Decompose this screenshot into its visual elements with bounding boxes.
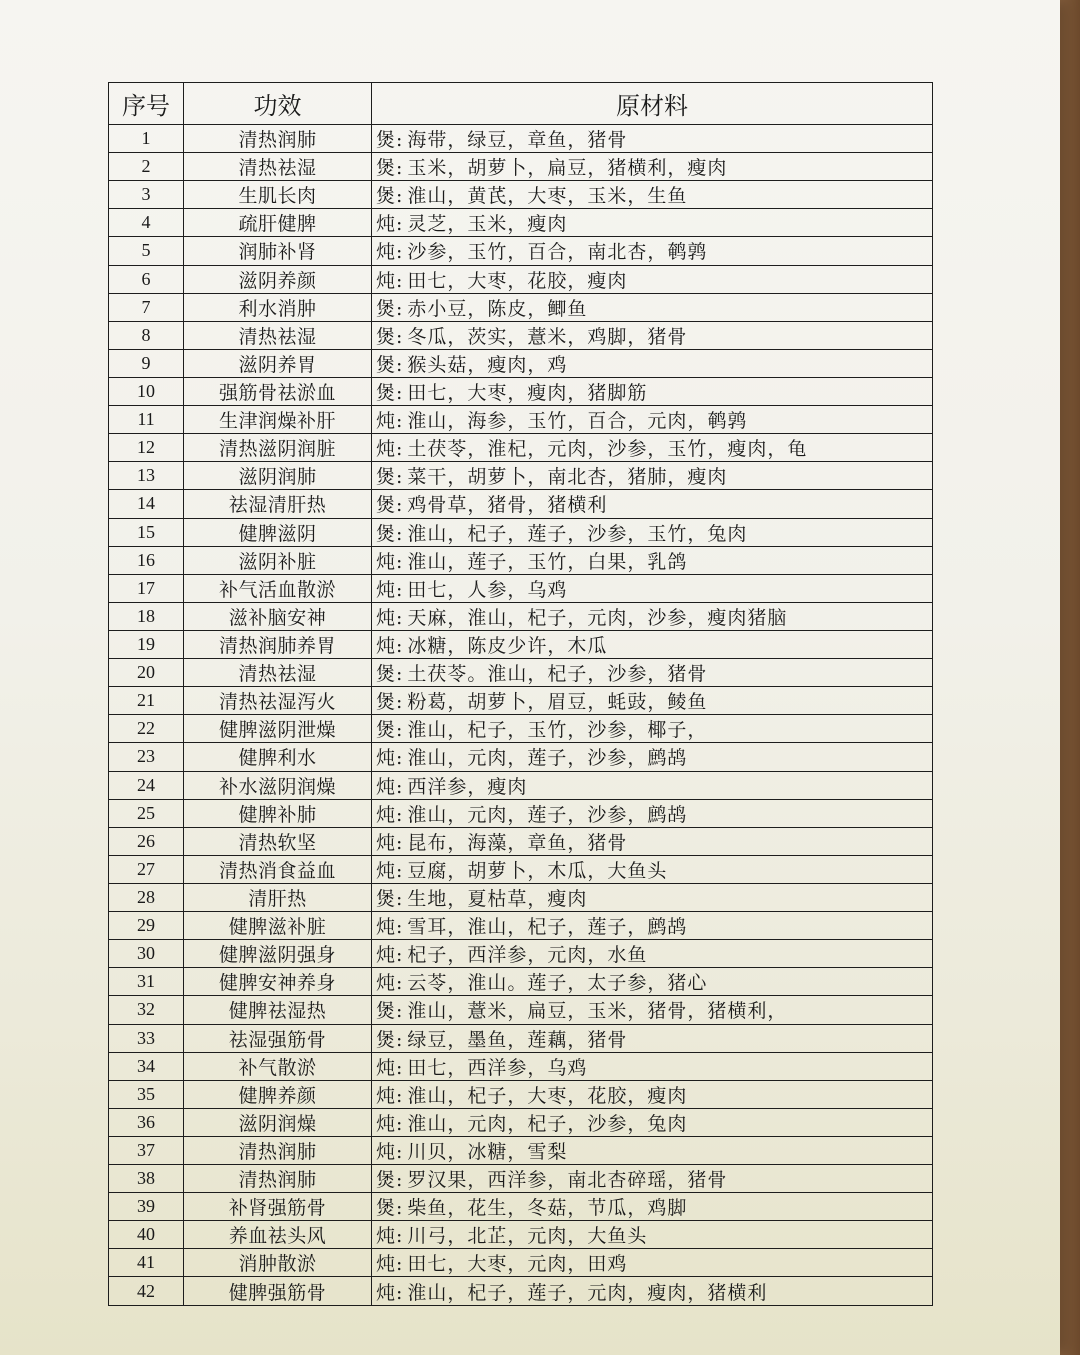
row-effect: 清热祛湿 bbox=[184, 659, 372, 687]
row-effect: 滋阴养胃 bbox=[184, 349, 372, 377]
row-number: 19 bbox=[109, 630, 184, 658]
row-materials-cell bbox=[372, 1249, 933, 1277]
row-number: 1 bbox=[109, 125, 184, 153]
row-effect: 清热祛湿泻火 bbox=[184, 687, 372, 715]
row-number: 27 bbox=[109, 855, 184, 883]
table-row bbox=[109, 799, 933, 827]
row-number: 37 bbox=[109, 1136, 184, 1164]
table-row bbox=[109, 1249, 933, 1277]
row-cooking-method: 煲: bbox=[376, 1028, 404, 1051]
table-row bbox=[109, 630, 933, 658]
row-materials-cell bbox=[372, 1080, 933, 1108]
row-effect: 健脾安神养身 bbox=[184, 968, 372, 996]
row-materials-cell bbox=[372, 771, 933, 799]
row-number: 11 bbox=[109, 406, 184, 434]
row-cooking-method: 炖: bbox=[376, 410, 404, 433]
row-materials: 猴头菇，瘦肉，鸡 bbox=[407, 353, 568, 376]
row-effect: 润肺补肾 bbox=[184, 237, 372, 265]
row-cooking-method: 炖: bbox=[376, 241, 404, 264]
row-materials: 云苓，淮山。莲子，太子参，猪心 bbox=[407, 972, 708, 995]
row-cooking-method: 炖: bbox=[376, 635, 404, 658]
row-materials: 玉米，胡萝卜，扁豆，猪横利，瘦肉 bbox=[407, 157, 728, 180]
row-materials: 菜干，胡萝卜，南北杏，猪肺，瘦肉 bbox=[407, 466, 728, 489]
row-materials: 田七，西洋参，乌鸡 bbox=[407, 1056, 588, 1079]
row-materials: 沙参，玉竹，百合，南北杏，鹌鹑 bbox=[407, 241, 708, 264]
row-number: 20 bbox=[109, 659, 184, 687]
row-number: 15 bbox=[109, 518, 184, 546]
row-materials-cell bbox=[372, 546, 933, 574]
row-number: 5 bbox=[109, 237, 184, 265]
row-number: 29 bbox=[109, 912, 184, 940]
row-materials: 田七，大枣，瘦肉，猪脚筋 bbox=[407, 382, 648, 405]
row-materials: 川弓，北芷，元肉，大鱼头 bbox=[407, 1225, 648, 1248]
table-row bbox=[109, 743, 933, 771]
table-row bbox=[109, 659, 933, 687]
row-cooking-method: 炖: bbox=[376, 1112, 404, 1135]
row-effect: 滋阴补脏 bbox=[184, 546, 372, 574]
row-number: 14 bbox=[109, 490, 184, 518]
row-number: 26 bbox=[109, 827, 184, 855]
table-row bbox=[109, 377, 933, 405]
row-materials: 淮山，薏米，扁豆，玉米，猪骨，猪横利， bbox=[407, 1000, 788, 1023]
row-cooking-method: 煲: bbox=[376, 494, 404, 517]
row-materials-cell bbox=[372, 715, 933, 743]
row-number: 12 bbox=[109, 434, 184, 462]
row-cooking-method: 炖: bbox=[376, 944, 404, 967]
row-materials: 柴鱼，花生，冬菇，节瓜，鸡脚 bbox=[407, 1197, 688, 1220]
row-materials-cell bbox=[372, 1277, 933, 1306]
row-materials-cell bbox=[372, 855, 933, 883]
row-effect: 生肌长肉 bbox=[184, 181, 372, 209]
row-cooking-method: 煲: bbox=[376, 129, 404, 152]
row-effect: 清热润肺养胃 bbox=[184, 630, 372, 658]
row-materials-cell bbox=[372, 293, 933, 321]
row-materials: 田七，人参，乌鸡 bbox=[407, 578, 568, 601]
row-materials-cell bbox=[372, 1052, 933, 1080]
row-materials-cell bbox=[372, 1108, 933, 1136]
row-materials-cell bbox=[372, 630, 933, 658]
row-cooking-method: 煲: bbox=[376, 1000, 404, 1023]
row-number: 23 bbox=[109, 743, 184, 771]
table-row bbox=[109, 940, 933, 968]
row-materials: 土茯苓。淮山，杞子，沙参，猪骨 bbox=[407, 663, 708, 686]
row-materials-cell bbox=[372, 743, 933, 771]
row-number: 16 bbox=[109, 546, 184, 574]
row-materials: 冬瓜，茨实，薏米，鸡脚，猪骨 bbox=[407, 325, 688, 348]
row-effect: 补肾强筋骨 bbox=[184, 1193, 372, 1221]
row-number: 40 bbox=[109, 1221, 184, 1249]
row-materials-cell bbox=[372, 434, 933, 462]
row-effect: 滋阴润燥 bbox=[184, 1108, 372, 1136]
table-row bbox=[109, 771, 933, 799]
row-materials-cell bbox=[372, 602, 933, 630]
row-cooking-method: 煲: bbox=[376, 325, 404, 348]
row-materials: 土茯苓，淮杞，元肉，沙参，玉竹，瘦肉，龟 bbox=[407, 438, 808, 461]
row-materials: 昆布，海藻，章鱼，猪骨 bbox=[407, 831, 628, 854]
table-row bbox=[109, 462, 933, 490]
row-number: 38 bbox=[109, 1165, 184, 1193]
row-cooking-method: 煲: bbox=[376, 522, 404, 545]
table-row bbox=[109, 1136, 933, 1164]
row-materials: 杞子，西洋参，元肉，水鱼 bbox=[407, 944, 648, 967]
table-row bbox=[109, 237, 933, 265]
row-effect: 疏肝健脾 bbox=[184, 209, 372, 237]
row-cooking-method: 炖: bbox=[376, 606, 404, 629]
row-materials: 淮山，莲子，玉竹，白果，乳鸽 bbox=[407, 550, 688, 573]
row-effect: 清肝热 bbox=[184, 883, 372, 911]
row-cooking-method: 炖: bbox=[376, 1084, 404, 1107]
row-effect: 清热祛湿 bbox=[184, 321, 372, 349]
row-materials: 淮山，杞子，玉竹，沙参，椰子， bbox=[407, 719, 708, 742]
row-cooking-method: 炖: bbox=[376, 550, 404, 573]
row-cooking-method: 炖: bbox=[376, 972, 404, 995]
row-materials-cell bbox=[372, 265, 933, 293]
row-effect: 健脾滋阴强身 bbox=[184, 940, 372, 968]
row-number: 41 bbox=[109, 1249, 184, 1277]
row-materials: 绿豆，墨鱼，莲藕，猪骨 bbox=[407, 1028, 628, 1051]
row-cooking-method: 煲: bbox=[376, 382, 404, 405]
row-cooking-method: 煲: bbox=[376, 719, 404, 742]
row-effect: 清热软坚 bbox=[184, 827, 372, 855]
table-row bbox=[109, 209, 933, 237]
row-cooking-method: 煲: bbox=[376, 157, 404, 180]
row-effect: 健脾养颜 bbox=[184, 1080, 372, 1108]
row-materials-cell bbox=[372, 968, 933, 996]
row-number: 9 bbox=[109, 349, 184, 377]
table-row bbox=[109, 518, 933, 546]
table-body bbox=[109, 125, 933, 1306]
table-row bbox=[109, 1193, 933, 1221]
table-row bbox=[109, 715, 933, 743]
table-row bbox=[109, 968, 933, 996]
row-materials: 淮山，元肉，杞子，沙参，兔肉 bbox=[407, 1112, 688, 1135]
table-row bbox=[109, 181, 933, 209]
row-cooking-method: 煲: bbox=[376, 691, 404, 714]
row-number: 35 bbox=[109, 1080, 184, 1108]
table-row bbox=[109, 293, 933, 321]
row-number: 31 bbox=[109, 968, 184, 996]
table-row bbox=[109, 687, 933, 715]
row-number: 39 bbox=[109, 1193, 184, 1221]
row-cooking-method: 炖: bbox=[376, 775, 404, 798]
row-materials: 生地，夏枯草，瘦肉 bbox=[407, 888, 588, 910]
table-row bbox=[109, 996, 933, 1024]
table-row bbox=[109, 883, 933, 911]
table-row bbox=[109, 153, 933, 181]
row-cooking-method: 炖: bbox=[376, 269, 404, 292]
row-effect: 健脾祛湿热 bbox=[184, 996, 372, 1024]
table-row bbox=[109, 1277, 933, 1306]
row-effect: 清热消食益血 bbox=[184, 855, 372, 883]
row-effect: 补气散淤 bbox=[184, 1052, 372, 1080]
row-effect: 补气活血散淤 bbox=[184, 574, 372, 602]
row-effect: 祛湿强筋骨 bbox=[184, 1024, 372, 1052]
row-materials-cell bbox=[372, 377, 933, 405]
row-materials: 淮山，黄芪，大枣，玉米，生鱼 bbox=[407, 185, 688, 208]
row-number: 42 bbox=[109, 1277, 184, 1306]
row-effect: 健脾利水 bbox=[184, 743, 372, 771]
table-row bbox=[109, 1165, 933, 1193]
row-materials: 冰糖，陈皮少许，木瓜 bbox=[407, 635, 608, 658]
row-materials-cell bbox=[372, 181, 933, 209]
table-row bbox=[109, 602, 933, 630]
header-no: 序号 bbox=[109, 83, 184, 125]
row-effect: 清热润肺 bbox=[184, 1136, 372, 1164]
row-effect: 健脾滋阴泄燥 bbox=[184, 715, 372, 743]
row-materials-cell bbox=[372, 349, 933, 377]
row-effect: 健脾强筋骨 bbox=[184, 1277, 372, 1306]
header-materials: 原材料 bbox=[372, 83, 933, 125]
row-materials: 雪耳，淮山，杞子，莲子，鹧鸪 bbox=[407, 916, 688, 939]
table-row bbox=[109, 490, 933, 518]
row-number: 7 bbox=[109, 293, 184, 321]
row-materials-cell bbox=[372, 799, 933, 827]
row-materials-cell bbox=[372, 687, 933, 715]
row-materials: 西洋参，瘦肉 bbox=[407, 775, 528, 798]
row-cooking-method: 炖: bbox=[376, 747, 404, 770]
row-number: 36 bbox=[109, 1108, 184, 1136]
row-materials-cell bbox=[372, 406, 933, 434]
row-materials: 赤小豆，陈皮，鲫鱼 bbox=[407, 297, 588, 320]
row-effect: 祛湿清肝热 bbox=[184, 490, 372, 518]
row-number: 34 bbox=[109, 1052, 184, 1080]
row-cooking-method: 炖: bbox=[376, 859, 404, 882]
row-effect: 健脾滋阴 bbox=[184, 518, 372, 546]
row-materials-cell bbox=[372, 490, 933, 518]
row-materials-cell bbox=[372, 996, 933, 1024]
row-materials: 淮山，杞子，莲子，沙参，玉竹，兔肉 bbox=[407, 522, 748, 545]
row-cooking-method: 炖: bbox=[376, 916, 404, 939]
row-materials: 海带，绿豆，章鱼，猪骨 bbox=[407, 129, 628, 152]
row-number: 17 bbox=[109, 574, 184, 602]
row-cooking-method: 炖: bbox=[376, 1281, 404, 1304]
row-materials-cell bbox=[372, 1165, 933, 1193]
row-materials-cell bbox=[372, 1024, 933, 1052]
row-materials-cell bbox=[372, 321, 933, 349]
table-row bbox=[109, 1080, 933, 1108]
table-row bbox=[109, 1108, 933, 1136]
row-cooking-method: 炖: bbox=[376, 1253, 404, 1276]
table-row bbox=[109, 265, 933, 293]
row-number: 4 bbox=[109, 209, 184, 237]
row-cooking-method: 煲: bbox=[376, 353, 404, 376]
row-cooking-method: 炖: bbox=[376, 1225, 404, 1248]
table-row bbox=[109, 1024, 933, 1052]
row-materials: 粉葛，胡萝卜，眉豆，蚝豉，鲮鱼 bbox=[407, 691, 708, 714]
row-effect: 利水消肿 bbox=[184, 293, 372, 321]
row-cooking-method: 炖: bbox=[376, 831, 404, 854]
table-row bbox=[109, 125, 933, 153]
row-cooking-method: 煲: bbox=[376, 888, 404, 910]
row-number: 18 bbox=[109, 602, 184, 630]
row-effect: 强筋骨祛淤血 bbox=[184, 377, 372, 405]
table-row bbox=[109, 546, 933, 574]
row-effect: 养血祛头风 bbox=[184, 1221, 372, 1249]
row-cooking-method: 炖: bbox=[376, 803, 404, 826]
row-cooking-method: 炖: bbox=[376, 438, 404, 461]
row-materials-cell bbox=[372, 209, 933, 237]
soup-recipe-table bbox=[108, 82, 933, 1306]
row-number: 32 bbox=[109, 996, 184, 1024]
soup-recipe-table-wrapper bbox=[108, 82, 932, 1306]
row-cooking-method: 炖: bbox=[376, 1056, 404, 1079]
row-materials: 鸡骨草，猪骨，猪横利 bbox=[407, 494, 608, 517]
row-materials-cell bbox=[372, 659, 933, 687]
row-effect: 清热滋阴润脏 bbox=[184, 434, 372, 462]
row-number: 8 bbox=[109, 321, 184, 349]
row-effect: 清热润肺 bbox=[184, 1165, 372, 1193]
row-materials: 淮山，元肉，莲子，沙参，鹧鸪 bbox=[407, 803, 688, 826]
row-number: 30 bbox=[109, 940, 184, 968]
row-number: 3 bbox=[109, 181, 184, 209]
row-number: 6 bbox=[109, 265, 184, 293]
table-header-row bbox=[109, 83, 933, 125]
table-row bbox=[109, 1221, 933, 1249]
row-cooking-method: 煲: bbox=[376, 1197, 404, 1220]
row-materials-cell bbox=[372, 574, 933, 602]
row-cooking-method: 炖: bbox=[376, 578, 404, 601]
row-number: 33 bbox=[109, 1024, 184, 1052]
row-cooking-method: 煲: bbox=[376, 1169, 404, 1192]
table-row bbox=[109, 321, 933, 349]
row-cooking-method: 煲: bbox=[376, 663, 404, 686]
row-number: 24 bbox=[109, 771, 184, 799]
row-number: 28 bbox=[109, 883, 184, 911]
row-number: 21 bbox=[109, 687, 184, 715]
row-number: 2 bbox=[109, 153, 184, 181]
row-materials-cell bbox=[372, 237, 933, 265]
row-materials-cell bbox=[372, 912, 933, 940]
row-materials-cell bbox=[372, 518, 933, 546]
row-materials-cell bbox=[372, 1136, 933, 1164]
row-materials-cell bbox=[372, 883, 933, 911]
table-row bbox=[109, 406, 933, 434]
row-materials-cell bbox=[372, 125, 933, 153]
row-materials: 淮山，海参，玉竹，百合，元肉，鹌鹑 bbox=[407, 410, 748, 433]
table-row bbox=[109, 827, 933, 855]
header-effect: 功效 bbox=[184, 83, 372, 125]
row-materials-cell bbox=[372, 153, 933, 181]
row-materials: 灵芝，玉米，瘦肉 bbox=[407, 213, 568, 236]
row-effect: 清热润肺 bbox=[184, 125, 372, 153]
row-effect: 补水滋阴润燥 bbox=[184, 771, 372, 799]
table-row bbox=[109, 1052, 933, 1080]
table-row bbox=[109, 349, 933, 377]
row-cooking-method: 煲: bbox=[376, 297, 404, 320]
row-materials: 淮山，杞子，莲子，元肉，瘦肉，猪横利 bbox=[407, 1281, 768, 1304]
row-materials: 豆腐，胡萝卜，木瓜，大鱼头 bbox=[407, 859, 668, 882]
table-row bbox=[109, 434, 933, 462]
row-materials: 田七，大枣，元肉，田鸡 bbox=[407, 1253, 628, 1276]
row-number: 25 bbox=[109, 799, 184, 827]
row-materials: 淮山，杞子，大枣，花胶，瘦肉 bbox=[407, 1084, 688, 1107]
row-materials: 淮山，元肉，莲子，沙参，鹧鸪 bbox=[407, 747, 688, 770]
row-effect: 健脾补肺 bbox=[184, 799, 372, 827]
row-number: 13 bbox=[109, 462, 184, 490]
row-effect: 滋阴养颜 bbox=[184, 265, 372, 293]
row-cooking-method: 煲: bbox=[376, 185, 404, 208]
table-row bbox=[109, 912, 933, 940]
row-effect: 清热祛湿 bbox=[184, 153, 372, 181]
row-materials-cell bbox=[372, 1221, 933, 1249]
row-materials-cell bbox=[372, 462, 933, 490]
row-cooking-method: 煲: bbox=[376, 466, 404, 489]
row-effect: 消肿散淤 bbox=[184, 1249, 372, 1277]
row-number: 22 bbox=[109, 715, 184, 743]
row-cooking-method: 炖: bbox=[376, 1140, 404, 1163]
row-cooking-method: 炖: bbox=[376, 213, 404, 236]
row-number: 10 bbox=[109, 377, 184, 405]
row-effect: 生津润燥补肝 bbox=[184, 406, 372, 434]
row-materials-cell bbox=[372, 940, 933, 968]
table-row bbox=[109, 574, 933, 602]
row-effect: 滋补脑安神 bbox=[184, 602, 372, 630]
row-materials-cell bbox=[372, 1193, 933, 1221]
row-effect: 健脾滋补脏 bbox=[184, 912, 372, 940]
table-row bbox=[109, 855, 933, 883]
row-materials: 天麻，淮山，杞子，元肉，沙参，瘦肉猪脑 bbox=[407, 606, 788, 629]
row-materials-cell bbox=[372, 827, 933, 855]
row-effect: 滋阴润肺 bbox=[184, 462, 372, 490]
row-materials: 田七，大枣，花胶，瘦肉 bbox=[407, 269, 628, 292]
row-materials: 罗汉果，西洋参，南北杏碎瑶，猪骨 bbox=[407, 1169, 728, 1192]
row-materials: 川贝，冰糖，雪梨 bbox=[407, 1140, 568, 1163]
